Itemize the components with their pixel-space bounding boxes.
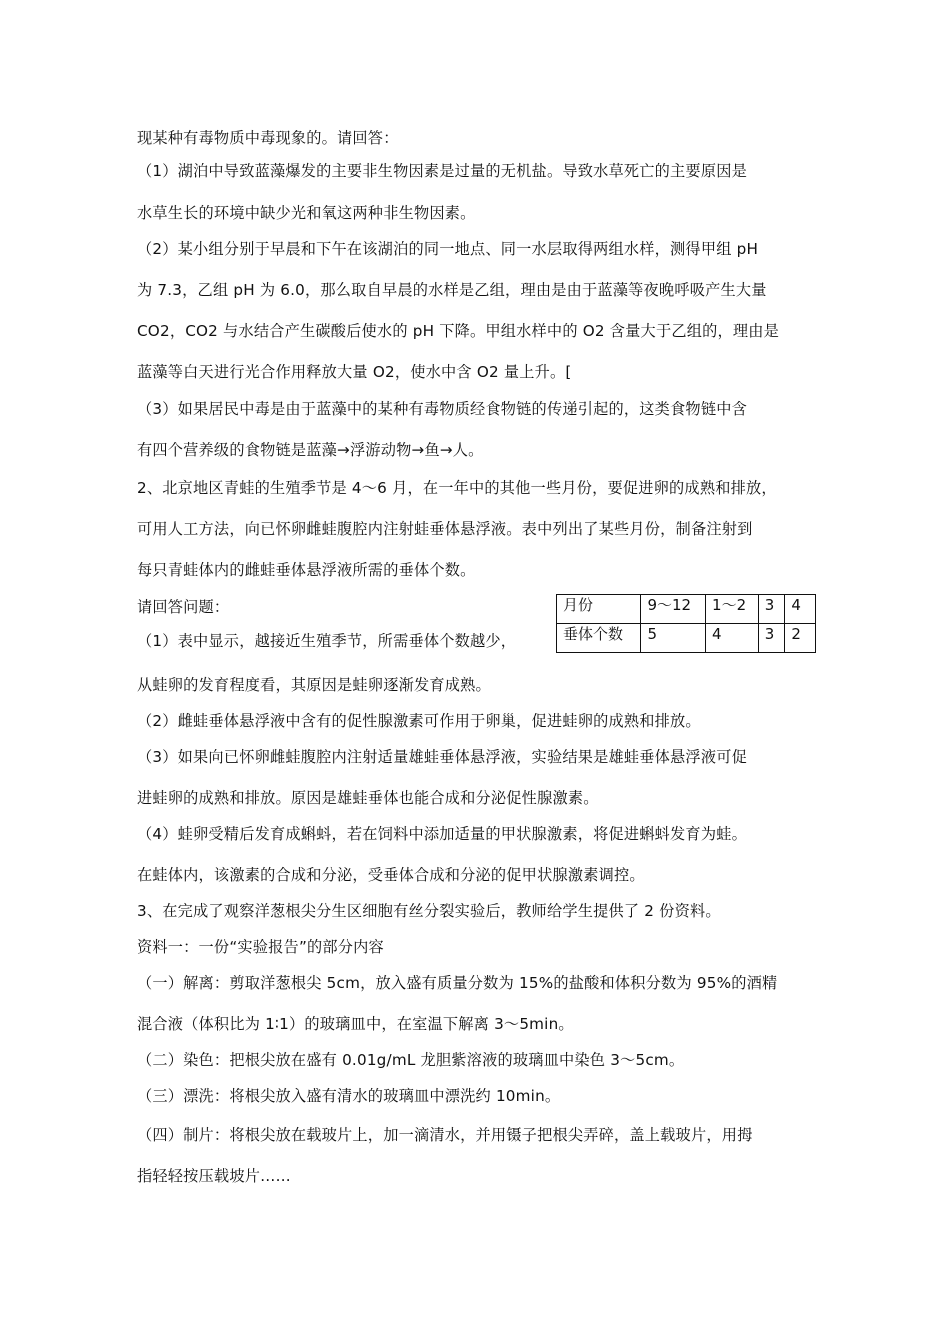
text-line: 可用人工方法，向已怀卵雌蛙腹腔内注射蛙垂体悬浮液。表中列出了某些月份，制备注射到 (137, 520, 753, 538)
text-line: （4）蛙卵受精后发育成蝌蚪，若在饲料中添加适量的甲状腺激素，将促进蝌蚪发育为蛙。 (137, 825, 747, 843)
text-line: （1）湖泊中导致蓝藻爆发的主要非生物因素是过量的无机盐。导致水草死亡的主要原因是 (137, 162, 747, 180)
text-line: 现某种有毒物质中毒现象的。请回答： (137, 129, 399, 147)
text-line: （3）如果向已怀卵雌蛙腹腔内注射适量雄蛙垂体悬浮液，实验结果是雄蛙垂体悬浮液可促 (137, 748, 747, 766)
table-cell: 4 (785, 595, 816, 624)
text-line: 请回答问题： (137, 598, 230, 616)
table-cell: 垂体个数 (557, 624, 641, 653)
text-line: 为 7.3，乙组 pH 为 6.0，那么取自早晨的水样是乙组，理由是由于蓝藻等夜晚呼吸产生大量 (137, 281, 767, 299)
text-line: 在蛙体内，该激素的合成和分泌，受垂体合成和分泌的促甲状腺激素调控。 (137, 866, 645, 884)
text-line: 有四个营养级的食物链是蓝藻→浮游动物→鱼→人。 (137, 441, 484, 459)
text-line: （2）某小组分别于早晨和下午在该湖泊的同一地点、同一水层取得两组水样，测得甲组 pH (137, 240, 759, 258)
text-line: 资料一：一份“实验报告”的部分内容 (137, 938, 384, 956)
text-line: （二）染色：把根尖放在盛有 0.01g/mL 龙胆紫溶液的玻璃皿中染色 3～5cm。 (137, 1051, 685, 1069)
text-line: 混合液（体积比为 1∶1）的玻璃皿中，在室温下解离 3～5min。 (137, 1015, 574, 1033)
text-line: （3）如果居民中毒是由于蓝藻中的某种有毒物质经食物链的传递引起的，这类食物链中含 (137, 400, 747, 418)
text-line: 2、北京地区青蛙的生殖季节是 4～6 月，在一年中的其他一些月份，要促进卵的成熟和排放， (137, 479, 777, 497)
text-line: 蓝藻等白天进行光合作用释放大量 O2，使水中含 O2 量上升。[ (137, 363, 572, 381)
text-line: 每只青蛙体内的雌蛙垂体悬浮液所需的垂体个数。 (137, 561, 476, 579)
table-row (557, 624, 816, 653)
table-cell: 1～2 (706, 595, 759, 624)
text-line: 指轻轻按压载坡片…… (137, 1167, 291, 1185)
text-line: （三）漂洗：将根尖放入盛有清水的玻璃皿中漂洗约 10min。 (137, 1087, 561, 1105)
table-row (557, 595, 816, 624)
table-cell: 5 (641, 624, 706, 653)
table-cell: 3 (758, 595, 785, 624)
months-table (556, 594, 816, 653)
text-line: （2）雌蛙垂体悬浮液中含有的促性腺激素可作用于卵巢，促进蛙卵的成熟和排放。 (137, 712, 701, 730)
text-line: 进蛙卵的成熟和排放。原因是雄蛙垂体也能合成和分泌促性腺激素。 (137, 789, 599, 807)
table-cell: 月份 (557, 595, 641, 624)
text-line: 从蛙卵的发育程度看，其原因是蛙卵逐渐发育成熟。 (137, 676, 491, 694)
table-cell: 3 (758, 624, 785, 653)
text-line: 水草生长的环境中缺少光和氧这两种非生物因素。 (137, 204, 476, 222)
text-line: 3、在完成了观察洋葱根尖分生区细胞有丝分裂实验后，教师给学生提供了 2 份资料。 (137, 902, 721, 920)
table-cell: 9～12 (641, 595, 706, 624)
text-line: （一）解离：剪取洋葱根尖 5cm，放入盛有质量分数为 15%的盐酸和体积分数为 95%的酒精 (137, 974, 778, 992)
table-cell: 2 (785, 624, 816, 653)
text-line: （1）表中显示，越接近生殖季节，所需垂体个数越少， (137, 632, 517, 650)
text-line: （四）制片：将根尖放在载玻片上，加一滴清水，并用镊子把根尖弄碎，盖上载玻片，用拇 (137, 1126, 753, 1144)
text-line: CO2，CO2 与水结合产生碳酸后使水的 pH 下降。甲组水样中的 O2 含量大于乙组的，理由是 (137, 322, 780, 340)
table-cell: 4 (706, 624, 759, 653)
